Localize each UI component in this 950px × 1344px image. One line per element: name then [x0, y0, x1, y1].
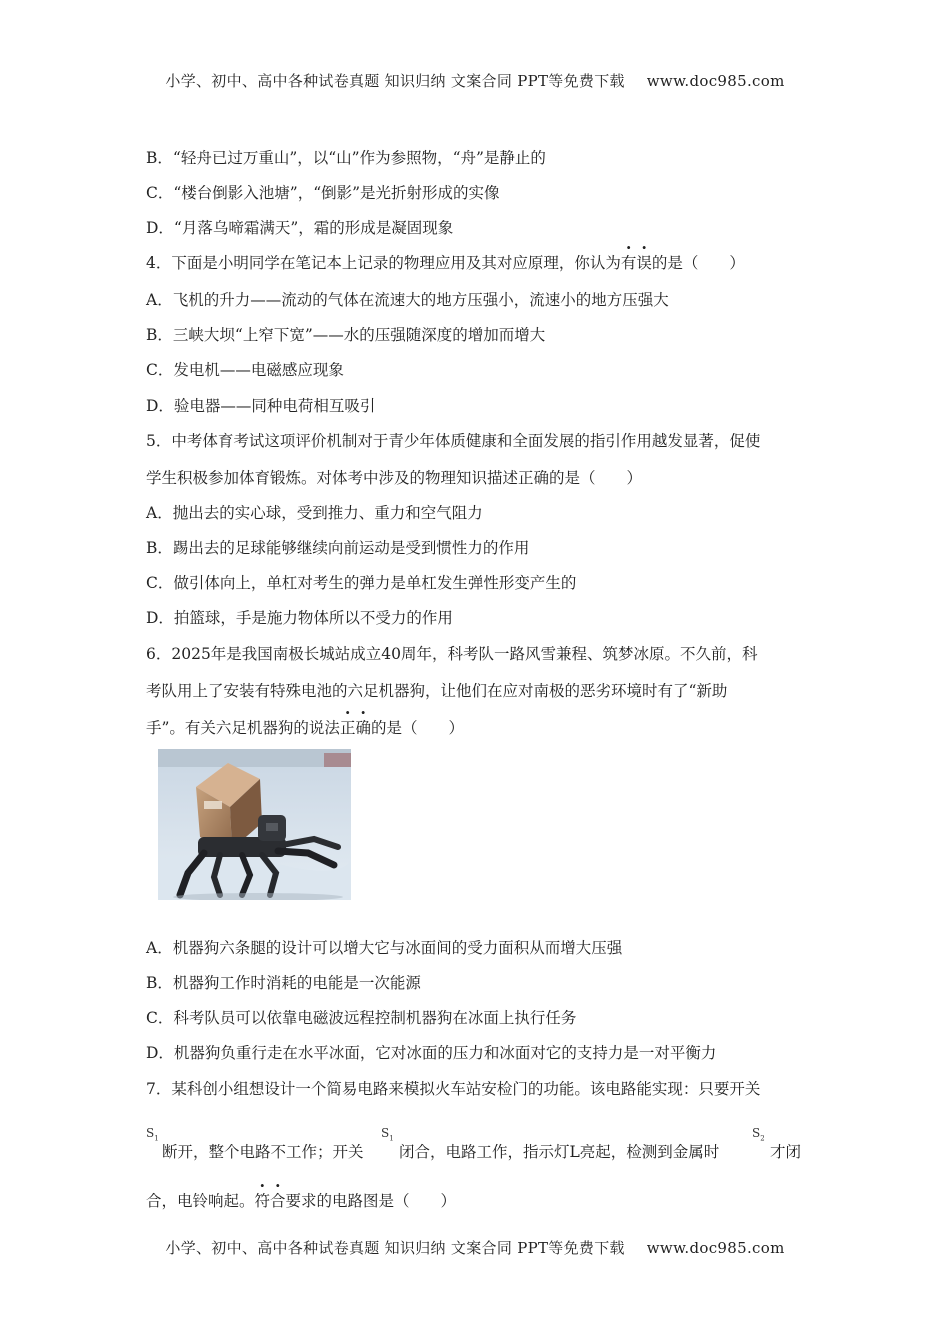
q4-stem [146, 251, 745, 273]
emphasis-dot-char: 误 [636, 254, 652, 272]
q5-option-c: C．做引体向上，单杠对考生的弹力是单杠发生弹性形变产生的 [146, 574, 577, 592]
q6-stem-line3 [146, 716, 464, 738]
q4-stem-start: 4．下面是小明同学在笔记本上记录的物理应用及其对应原理，你认为 [146, 254, 621, 272]
q6-stem-line2: 考队用上了安装有特殊电池的六足机器狗，让他们在应对南极的恶劣环境时有了“新助 [146, 682, 728, 700]
q4-option-c: C．发电机——电磁感应现象 [146, 361, 344, 379]
switch-s2-label: $S_2$ [752, 1126, 765, 1143]
header-text: 小学、初中、高中各种试卷真题 知识归纳 文案合同 PPT等免费下载 [165, 72, 625, 90]
robot-dog-photo [158, 749, 351, 900]
q6-option-a: A．机器狗六条腿的设计可以增大它与冰面间的受力面积从而增大压强 [146, 939, 623, 957]
q4-option-a: A．飞机的升力——流动的气体在流速大的地方压强小，流速小的地方压强大 [146, 291, 669, 309]
switch-s1-label: $S_1$ [381, 1126, 394, 1143]
q3-option-b: B．“轻舟已过万重山”，以“山”作为参照物，“舟”是静止的 [146, 149, 546, 167]
q5-stem-line2: 学生积极参加体育锻炼。对体考中涉及的物理知识描述正确的是（ ） [146, 469, 643, 487]
q7-stem-line2a: 断开，整个电路不工作；开关 [162, 1143, 364, 1161]
emphasis-dot-char: 确 [355, 719, 371, 737]
q7-stem-line2c: 才闭 [770, 1143, 802, 1161]
q7-stem3-start: 合，电铃响起。 [146, 1192, 255, 1210]
q6-option-b: B．机器狗工作时消耗的电能是一次能源 [146, 974, 421, 992]
q3-option-d: D．“月落乌啼霜满天”，霜的形成是凝固现象 [146, 219, 454, 237]
q5-option-d: D．拍篮球，手是施力物体所以不受力的作用 [146, 609, 453, 627]
q7-stem-line1: 7．某科创小组想设计一个简易电路来模拟火车站安检门的功能。该电路能实现：只要开关 [146, 1080, 761, 1098]
q6-option-c: C．科考队员可以依靠电磁波远程控制机器狗在冰面上执行任务 [146, 1009, 577, 1027]
page-footer [0, 1237, 950, 1258]
footer-url[interactable]: www.doc985.com [646, 1239, 785, 1257]
footer-text: 小学、初中、高中各种试卷真题 知识归纳 文案合同 PPT等免费下载 [165, 1239, 625, 1257]
q7-stem-line2b: 闭合，电路工作，指示灯L亮起，检测到金属时 [399, 1143, 720, 1161]
q3-option-c: C．“楼台倒影入池塘”，“倒影”是光折射形成的实像 [146, 184, 500, 202]
q6-stem-line1: 6．2025年是我国南极长城站成立40周年，科考队一路风雪兼程、筑梦冰原。不久前，科 [146, 645, 758, 663]
page-header [0, 70, 950, 91]
q5-stem-line1: 5．中考体育考试这项评价机制对于青少年体质健康和全面发展的指引作用越发显著，促使 [146, 432, 761, 450]
emphasis-dot-char: 有 [620, 254, 637, 272]
q5-option-a: A．抛出去的实心球，受到推力、重力和空气阻力 [146, 504, 483, 522]
q5-option-b: B．踢出去的足球能够继续向前运动是受到惯性力的作用 [146, 539, 530, 557]
q4-option-b: B．三峡大坝“上窄下宽”——水的压强随深度的增加而增大 [146, 326, 546, 344]
emphasis-dot-char: 合 [270, 1192, 286, 1210]
emphasis-dot-char: 正 [339, 719, 356, 737]
q7-stem3-end: 要求的电路图是（ ） [285, 1192, 457, 1210]
emphasis-dot-char: 符 [254, 1192, 271, 1210]
q4-option-d: D．验电器——同种电荷相互吸引 [146, 397, 376, 415]
q7-stem-line3 [146, 1189, 456, 1211]
q6-option-d: D．机器狗负重行走在水平冰面，它对冰面的压力和冰面对它的支持力是一对平衡力 [146, 1044, 717, 1062]
switch-s1-label: $S_1$ [146, 1126, 159, 1143]
q6-stem3-end: 的是（ ） [370, 719, 464, 737]
robot-dog-illustration [158, 749, 351, 900]
q6-stem3-start: 手”。有关六足机器狗的说法 [146, 719, 340, 737]
header-url[interactable]: www.doc985.com [646, 72, 785, 90]
q4-stem-end: 的是（ ） [651, 254, 745, 272]
